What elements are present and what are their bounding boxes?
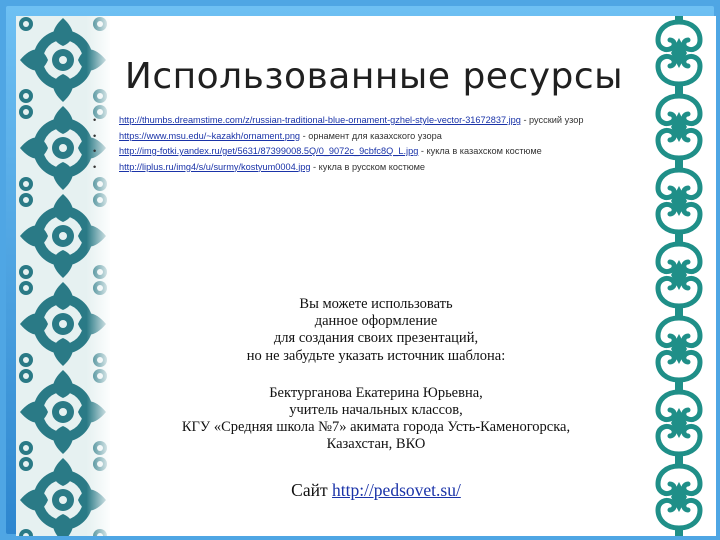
bullet-icon: •	[93, 161, 97, 172]
kazakh-ornament-icon	[642, 16, 716, 536]
list-item	[91, 161, 636, 174]
site-label: Сайт	[291, 480, 332, 500]
list-item	[91, 114, 636, 127]
resource-description: - русский узор	[520, 115, 584, 125]
list-item	[91, 130, 636, 143]
floral-ornament-icon	[16, 16, 110, 536]
author-school: КГУ «Средняя школа №7» акимата города Усть-Каменогорска,	[181, 419, 571, 436]
notice-line: Вы можете использовать	[299, 296, 453, 312]
slide	[16, 16, 716, 536]
resource-description: - кукла в русском костюме	[310, 161, 425, 172]
page-title: Использованные ресурсы	[124, 56, 624, 97]
resource-link[interactable]: https://www.msu.edu/~kazakh/ornament.png	[119, 130, 301, 141]
author-location: Казахстан, ВКО	[326, 436, 426, 453]
notice-line: для создания своих презентаций,	[273, 330, 479, 347]
resource-list	[91, 114, 636, 176]
resource-description: - орнамент для казахского узора	[300, 130, 442, 141]
author-name: Бектурганова Екатерина Юрьевна,	[269, 384, 483, 401]
author-position: учитель начальных классов,	[289, 402, 463, 419]
notice-line: но не забудьте указать источник шаблона:	[246, 347, 506, 364]
bullet-icon: •	[93, 146, 97, 156]
list-item	[91, 145, 636, 158]
resource-link[interactable]: http://thumbs.dreamstime.com/z/russian-traditional-blue-ornament-gzhel-style-vector-31672837.jpg	[119, 115, 521, 125]
resource-link[interactable]: http://liplus.ru/img4/s/u/surmy/kostyum0004.jpg	[119, 161, 311, 172]
notice-line: данное оформление	[314, 313, 438, 330]
bullet-icon: •	[93, 130, 97, 141]
site-link[interactable]: http://pedsovet.su/	[332, 480, 461, 500]
resource-link[interactable]: http://img-fotki.yandex.ru/get/5631/87399008.5Q/0_9072c_9cbfc8Q_L.jpg	[119, 146, 419, 156]
site-line	[126, 480, 626, 501]
bullet-icon: •	[93, 115, 97, 125]
template-notice	[126, 296, 626, 454]
slide-frame	[6, 6, 714, 534]
resource-description: - кукла в казахском костюме	[418, 146, 542, 156]
